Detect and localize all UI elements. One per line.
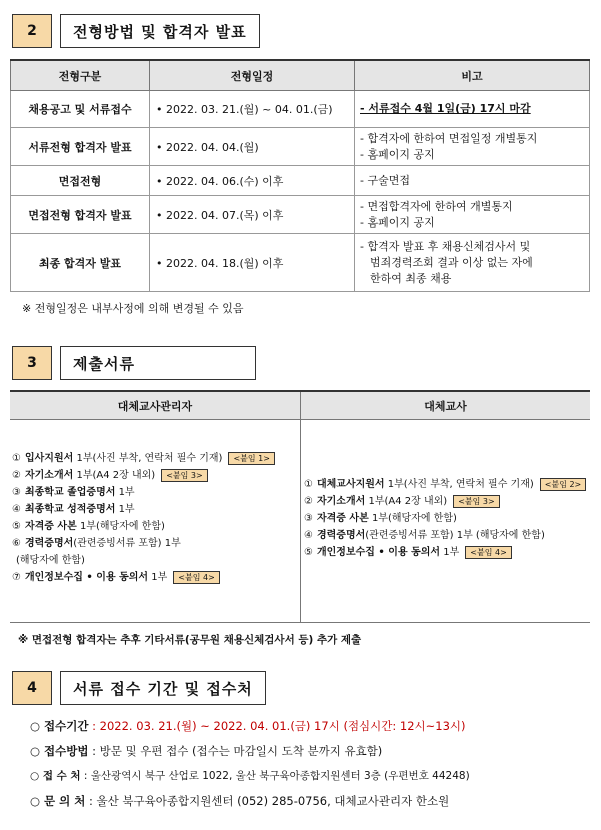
col-header-date: 전형일정 [150, 60, 355, 91]
document-item [12, 552, 275, 569]
teacher-doc-list [304, 476, 586, 561]
document-item [12, 569, 275, 586]
section-title: 제출서류 [60, 346, 256, 380]
table-row [11, 91, 590, 128]
doc-number: ⑥ [12, 538, 21, 549]
section-title: 서류 접수 기간 및 접수처 [60, 671, 266, 705]
remark-line: - 홈페이지 공지 [360, 147, 435, 161]
stage-cell: 서류전형 합격자 발표 [11, 128, 150, 166]
section-number: 3 [12, 346, 52, 380]
table-row [11, 234, 590, 292]
attachment-tag: <붙임 4> [173, 571, 220, 584]
info-value: : 방문 및 우편 접수 (접수는 마감일시 도착 분까지 유효함) [88, 744, 383, 758]
date-cell: • 2022. 04. 07.(목) 이후 [150, 196, 355, 234]
document-item [12, 518, 275, 535]
doc-number: ④ [12, 504, 21, 515]
table-row [11, 128, 590, 166]
document-item [12, 450, 275, 467]
info-value: : 울산광역시 북구 산업로 1022, 울산 북구육아종합지원센터 3층 (우편번호 44248) [80, 770, 470, 782]
attachment-tag: <붙임 3> [161, 469, 208, 482]
section-number: 4 [12, 671, 52, 705]
doc-name: 경력증명서 [316, 530, 366, 541]
doc-detail: 1부 [115, 504, 135, 515]
remarks-cell [355, 196, 590, 234]
doc-number: ① [12, 453, 21, 464]
doc-detail: 1부 [440, 547, 460, 558]
doc-detail: 1부(사진 부착, 연락처 필수 기재) [384, 479, 534, 490]
doc-detail: (관련증빙서류 포함) 1부 (해당자에 한함) [365, 530, 545, 541]
doc-name: 최종학교 성적증명서 [24, 504, 116, 515]
doc-name: 경력증명서 [24, 538, 74, 549]
doc-number: ③ [304, 513, 313, 524]
section-title: 전형방법 및 합격자 발표 [60, 14, 260, 48]
attachment-tag: <붙임 1> [228, 452, 275, 465]
remark-line: - 합격자에 한하여 면접일정 개별통지 [360, 131, 538, 145]
doc-name: 자격증 사본 [316, 513, 369, 524]
table-row [11, 166, 590, 196]
info-label: ○ 접 수 처 [30, 770, 81, 782]
doc-detail: 1부 [148, 572, 168, 583]
schedule-note: ※ 전형일정은 내부사정에 의해 변경될 수 있음 [22, 302, 244, 315]
remarks-cell [355, 91, 590, 128]
date-cell: • 2022. 04. 06.(수) 이후 [150, 166, 355, 196]
doc-detail: 1부 [115, 487, 135, 498]
info-label: ○ 접수방법 [30, 744, 89, 758]
schedule-table [10, 59, 590, 292]
doc-detail: 1부(사진 부착, 연락처 필수 기재) [73, 453, 223, 464]
col-header-remarks: 비고 [355, 60, 590, 91]
document-item [304, 510, 586, 527]
doc-detail: 1부(해당자에 한함) [76, 521, 165, 532]
documents-note: ※ 면접전형 합격자는 추후 기타서류(공무원 채용신체검사서 등) 추가 제출 [18, 634, 362, 646]
section-number: 2 [12, 14, 52, 48]
document-item [304, 493, 586, 510]
info-row-period [30, 718, 466, 734]
doc-name: 최종학교 졸업증명서 [24, 487, 116, 498]
col-header-manager: 대체교사관리자 [10, 392, 300, 420]
doc-number: ④ [304, 530, 313, 541]
remark-line: - 홈페이지 공지 [360, 215, 435, 229]
info-label: ○ 문 의 처 [30, 794, 86, 808]
remarks-cell [355, 166, 590, 196]
remark-line: 한하여 최종 채용 [370, 271, 452, 285]
manager-doc-list [12, 450, 275, 586]
col-header-stage: 전형구분 [11, 60, 150, 91]
document-item [12, 501, 275, 518]
table-row [11, 196, 590, 234]
doc-number: ② [12, 470, 21, 481]
document-item [304, 544, 586, 561]
info-row-method [30, 743, 382, 759]
doc-detail: (해당자에 한함) [16, 555, 85, 566]
remark-line: 범죄경력조회 결과 이상 없는 자에 [370, 255, 533, 269]
stage-cell: 면접전형 합격자 발표 [11, 196, 150, 234]
doc-detail: (관련증빙서류 포함) 1부 [73, 538, 181, 549]
attachment-tag: <붙임 2> [540, 478, 587, 491]
remark-line: - 합격자 발표 후 채용신체검사서 및 [360, 239, 531, 253]
document-item [12, 535, 275, 552]
doc-number: ③ [12, 487, 21, 498]
document-item [304, 476, 586, 493]
remark-line: - 구술면접 [360, 173, 410, 187]
attachment-tag: <붙임 3> [453, 495, 500, 508]
stage-cell: 최종 합격자 발표 [11, 234, 150, 292]
doc-number: ② [304, 496, 313, 507]
doc-name: 자격증 사본 [24, 521, 77, 532]
doc-detail: 1부(해당자에 한함) [368, 513, 457, 524]
section-2-header [12, 14, 260, 48]
stage-cell: 채용공고 및 서류접수 [11, 91, 150, 128]
date-cell: • 2022. 03. 21.(월) ~ 04. 01.(금) [150, 91, 355, 128]
doc-name: 입사지원서 [24, 453, 74, 464]
doc-name: 자기소개서 [316, 496, 366, 507]
column-divider [300, 392, 301, 622]
doc-name: 자기소개서 [24, 470, 74, 481]
remark-line: - 면접합격자에 한하여 개별통지 [360, 199, 513, 213]
doc-detail: 1부(A4 2장 내외) [73, 470, 156, 481]
doc-number: ⑤ [304, 547, 313, 558]
doc-number: ⑤ [12, 521, 21, 532]
document-item [12, 484, 275, 501]
info-value: : 울산 북구육아종합지원센터 (052) 285-0756, 대체교사관리자 한소원 [85, 794, 450, 808]
section-3-header [12, 346, 256, 380]
info-label: ○ 접수기간 [30, 719, 89, 733]
doc-name: 대체교사지원서 [316, 479, 385, 490]
document-item [12, 467, 275, 484]
doc-detail: 1부(A4 2장 내외) [365, 496, 448, 507]
info-value: : 2022. 03. 21.(월) ~ 2022. 04. 01.(금) 17시 (점심시간: 12시~13시) [88, 719, 466, 733]
remark-line: - 서류접수 4월 1일(금) 17시 마감 [360, 102, 531, 115]
attachment-tag: <붙임 4> [465, 546, 512, 559]
date-cell: • 2022. 04. 18.(월) 이후 [150, 234, 355, 292]
documents-table [10, 390, 590, 623]
remarks-cell [355, 128, 590, 166]
info-row-place [30, 768, 470, 783]
section-4-header [12, 671, 266, 705]
col-header-teacher: 대체교사 [301, 392, 590, 420]
doc-name: 개인정보수집 • 이용 동의서 [24, 572, 149, 583]
doc-number: ① [304, 479, 313, 490]
doc-name: 개인정보수집 • 이용 동의서 [316, 547, 441, 558]
date-cell: • 2022. 04. 04.(월) [150, 128, 355, 166]
remarks-cell [355, 234, 590, 292]
info-row-contact [30, 793, 449, 809]
stage-cell: 면접전형 [11, 166, 150, 196]
document-item [304, 527, 586, 544]
doc-number: ⑦ [12, 572, 21, 583]
